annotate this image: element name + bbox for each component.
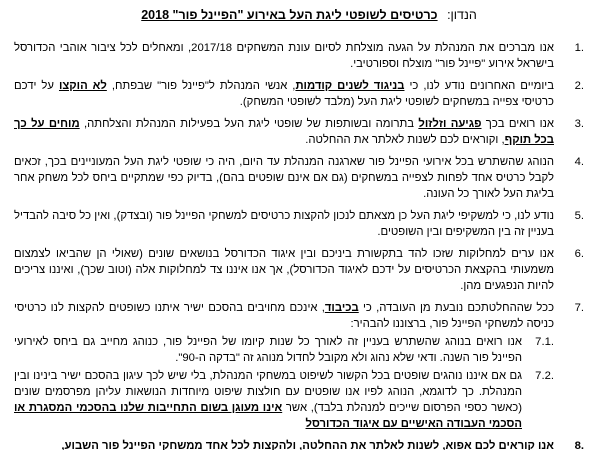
item-number: 2. [574, 80, 584, 92]
sub-item-7-1 [14, 334, 554, 366]
item-text: הנוהג שהשתרש בכל אירועי הפיינל פור שארגנה המנהלת עד היום, היה כי שופטי ליגת העל המעוניינים בכך, זכאים לקבל כרטיס אחד לפחות לצפייה במשחקים (גם אם אינם שופטים בהם), בדיוק כפי שמתקיים ביחס לכל משחק אחר בליגת העל לאורך כל העונה. [14, 156, 554, 200]
item-number: 5. [574, 210, 584, 222]
item-text: , אנשי המנהלת ל"פיינל פור" שבפתח, [106, 80, 296, 92]
item-text: בתרומה ובשותפות של שופטי ליגת העל בפעילות המנהלת והצלחתה, [79, 118, 419, 130]
item-number: 4. [574, 156, 584, 168]
item-text: אנו קוראים לכם אפוא, לשנות לאלתר את ההחלטה, ולהקצות לכל אחד ממשחקי הפיינל פור השבוע, [61, 440, 554, 450]
item-6 [14, 246, 584, 294]
subject-line [40, 4, 578, 26]
item-number: 3. [574, 118, 584, 130]
item-1 [14, 40, 584, 72]
item-text: , וקוראים לכם לשנות לאלתר את ההחלטה. [305, 134, 505, 146]
item-text: אנו רואים בכך [481, 118, 555, 130]
subject-label: הנדון: [447, 8, 477, 22]
sub-item-number: 7.2. [535, 370, 554, 382]
item-emphasis: מוחים על כך בכל תוקף [14, 118, 554, 146]
item-2 [14, 78, 584, 110]
item-text: , אינכם מחויבים בהסכם ישיר איתנו כשופטים להקצות לנו כרטיסי כניסה למשחקי הפיינל פור, ברצוננו להבהיר: [14, 302, 554, 330]
item-text: ביומיים האחרונים נודע לנו, כי [404, 80, 554, 92]
sub-item-7-2 [14, 368, 554, 432]
sub-item-number: 7.1. [535, 336, 554, 348]
subject-title: כרטיסים לשופטי ליגת העל באירוע "הפיינל פור" 2018 [141, 8, 438, 22]
item-number: 8. [574, 440, 584, 450]
item-number: 6. [574, 248, 584, 260]
sub-item-text: גם אם איננו נוהגים שופטים בכל הקשור לשיפוט במשחקי המנהלת, בלי שיש לכך עיגון בהסכם ישיר בינינו ובין המנהלת. כך לדוגמא, הנוהג לפיו אנו שופטים עם חולצות שיפוט מיוחדות הנושאות עליהן מפרסמים שונים (כאשר כספי הפרסום שייכים למנהלת בלבד), אשר [14, 370, 522, 414]
sub-item-emphasis: אינו מעוגן בשום התחייבות שלנו בהסכמי המסגרת או הסכמי העבודה האישיים עם איגוד הכדורסל [14, 402, 522, 430]
letter-items [14, 40, 584, 450]
item-text: נודע לנו, כי למשקיפי ליגת העל כן מצאתם לנכון להקצות כרטיסים למשחקי הפיינל פור (ובצדק), ואין כל סיבה להבדיל בעניין זה בין המשקיפים ובין השופטים. [14, 210, 554, 238]
item-5 [14, 208, 584, 240]
item-text: על ידכם כרטיסי צפייה במשחקים לשופטי ליגת העל (מלבד לשופטי המשחק). [14, 80, 554, 108]
item-emphasis: בניגוד לשנים קודמות [295, 80, 405, 92]
item-number: 7. [574, 302, 584, 314]
item-text: ככל שההחלטתכם נובעת מן העובדה, כי [358, 302, 554, 314]
item-4 [14, 154, 584, 202]
item-emphasis: לא הוקצו [58, 80, 107, 92]
item-7 [14, 300, 584, 432]
item-emphasis: פגיעה וזלזול [418, 118, 482, 130]
sub-item-text: אנו רואים בנוהג שהשתרש בעניין זה לאורך כל שנות קיומו של הפיינל פור, כנוהג מחייב גם ביחס לאירועי הפיינל פור השנה. ודאי שלא נהוג ולא מקובל לחדול מנוהג זה "בדקה ה-90". [14, 336, 522, 364]
item-text: אנו מברכים את המנהלת על הגעה מוצלחת לסיום עונת המשחקים 2017/18, ומאחלים לכל ציבור אוהבי הכדורסל בישראל אירוע "פיינל פור" מוצלח וספורטיבי. [14, 42, 554, 70]
item-3 [14, 116, 584, 148]
item-emphasis: בכיבוד [324, 302, 359, 314]
item-text: אנו ערים למחלוקות שזכו להד בתקשורת ביניכם ובין איגוד הכדורסל בנושאים שונים (שאולי הן שהביאו לצמצום משמעותי בהקצאת הכרטיסים על ידכם לאיגוד הכדורסל), אך אנו איננו צד למחלוקות אלה (וטוב שכך), ואיננו צריכים להיות הנפגעים מהן. [14, 248, 554, 292]
item-number: 1. [574, 42, 584, 54]
item-8 [14, 438, 584, 450]
